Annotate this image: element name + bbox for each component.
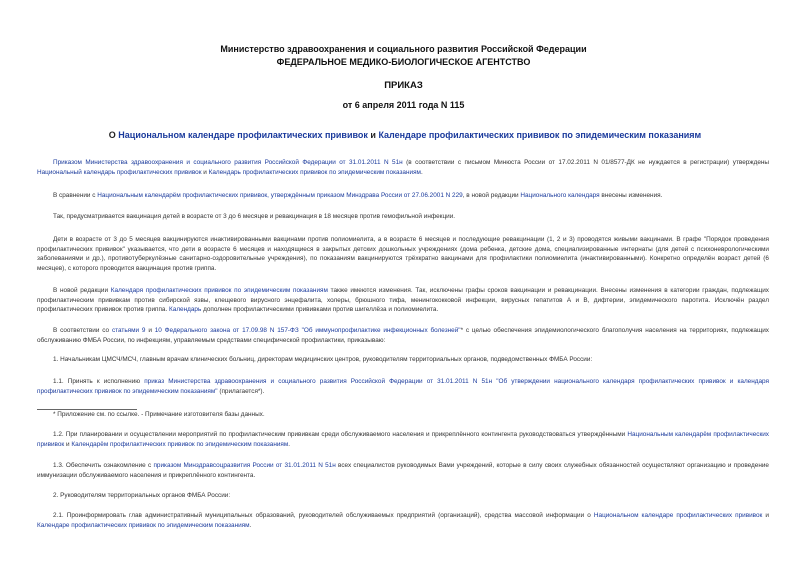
text: всех специалистов руководимых Вами учреждений, которые в силу своих служебных обязанностей осуществляют организацию и проведение иммунизации обслуживаемого населения и прикреплённого контингента.: [37, 462, 769, 479]
paragraph-9: [37, 430, 769, 449]
text: .: [288, 440, 291, 448]
text: (прилагается*).: [217, 387, 265, 395]
link-national-calendar-2[interactable]: Национальным календарём профилактических прививок: [37, 431, 769, 448]
text: 1.3. Обеспечить ознакомление с: [53, 462, 154, 469]
link-national-calendar-3[interactable]: Национальном календаре профилактических прививок: [593, 512, 763, 519]
agency-name: ФЕДЕРАЛЬНОЕ МЕДИКО-БИОЛОГИЧЕСКОЕ АГЕНТСТВО: [276, 57, 531, 67]
text: (в соответствии с письмом Минюста России от 17.02.2011 N 01/8577-ДК не нуждается в регистрации) утверждены: [402, 159, 769, 166]
paragraph-5: [37, 286, 769, 315]
link-epidemic-calendar-2[interactable]: Календаря профилактических прививок по эпидемическим показаниям: [110, 287, 328, 294]
paragraph-7: [37, 355, 769, 365]
text: 2. Руководителям территориальных органов ФМБА России:: [53, 492, 231, 499]
text: внесены изменения.: [599, 192, 663, 199]
title-prefix: О: [108, 130, 119, 140]
text: Дети в возрасте от 3 до 5 месяцев вакцинируются инактивированными вакцинами против полиомиелита, а в возрасте 6 месяцев и последующие ревакцинации (1, 2 и 3) проводятся живыми вакцинами. В графе "Порядок проведения профилактических прививок" указывается, что дети в возрасте 6 месяцев и находящиеся в закрытых детских дошкольных учреждениях (дома ребенка, детские дома, специализированные интернаты (для детей с психоневрологическими заболеваниями и др.), противотуберкулёзные санитарно-оздоровительные учреждения), по показаниям вакцинируются трёхкратно вакцинами для профилактики полиомиелита (инактивированными). Конкретно определён возраст детей (6 месяцев), с которого проводится вакцинация против гриппа.: [37, 236, 769, 272]
paragraph-4: [37, 235, 769, 273]
link-national-calendar[interactable]: Национальный календарь профилактических прививок: [37, 168, 202, 176]
text: .: [249, 521, 252, 529]
text: и: [145, 327, 155, 334]
text: 1.1. Принять к исполнению: [53, 378, 145, 385]
title-link-epidemic-calendar[interactable]: Календаре профилактических прививок по эпидемическим показаниям: [378, 130, 702, 140]
link-order-51n[interactable]: Приказом Министерства здравоохранения и социального развития Российской Федерации от 31.01.2011 N 51н: [53, 159, 403, 166]
text: , в новой редакции: [462, 192, 521, 199]
link-order-51n-full[interactable]: приказ Министерства здравоохранения и социального развития Российской Федерации от 31.01.2011 N 51н "Об утверждении национального календаря профилактических прививок и календаря профилактических прививок по эпидемическим показаниям": [37, 378, 769, 395]
link-order-229[interactable]: Национальным календарём профилактических прививок, утверждённым приказом Минздрава России от 27.06.2001 N 229: [97, 192, 463, 199]
link-national-calendar-short[interactable]: Национального календаря: [520, 192, 600, 199]
text: также имеются изменения. Так, исключены графы сроков вакцинации и ревакцинации. Внесены изменения в категории граждан, подлежащих профилактическим прививкам против сибирской язвы, клещевого вирусного энцефалита, холеры, брюшного тифа, менингококковой инфекции, вирусных гепатитов А и В, дифтерии, эпидемического паротита. Исключён раздел профилактических прививок против гриппа.: [37, 287, 769, 313]
paragraph-2: [37, 191, 769, 201]
doc-type: ПРИКАЗ: [384, 80, 423, 91]
doc-date-number: от 6 апреля 2011 года N 115: [342, 100, 465, 110]
text: и: [201, 168, 209, 176]
text: и: [762, 512, 769, 519]
text: 1. Начальникам ЦМСЧ/МСЧ, главным врачам клинических больниц, директорам медицинских центров, руководителям территориальных органов, подведомственных ФМБА России:: [53, 356, 593, 363]
link-order-minzdrav-51n[interactable]: приказом Минздравсоцразвития России от 31.01.2011 N 51н: [153, 462, 336, 469]
paragraph-1: [37, 158, 769, 177]
doc-title: [60, 130, 750, 140]
text: В новой редакции: [53, 287, 111, 294]
link-article-9[interactable]: статьями 9: [111, 327, 146, 334]
paragraph-8: [37, 377, 769, 396]
link-epidemic-calendar[interactable]: Календарь профилактических прививок по эпидемическим показаниям: [208, 168, 421, 176]
paragraph-10: [37, 461, 769, 480]
text: 2.1. Проинформировать глав административный муниципальных образований, руководителей обслуживаемых предприятий (организаций), средства массовой информации о: [53, 512, 594, 519]
text: В соответствии со: [53, 327, 112, 334]
text: * с целью обеспечения эпидемиологического благополучия населения на территориях, подлежащих обслуживанию ФМБА России, по инфекциям, управляемым средствами специфической профилактики, приказываю:: [37, 327, 769, 344]
title-mid: и: [367, 130, 379, 140]
link-epidemic-calendar-3[interactable]: Календарём профилактических прививок по эпидемическим показаниям: [71, 440, 289, 448]
link-federal-law-157[interactable]: 10 Федерального закона от 17.09.98 N 157-ФЗ "Об иммунопрофилактике инфекционных болезней": [154, 327, 461, 334]
text: В сравнении с: [53, 192, 98, 199]
text: Так, предусматривается вакцинация детей в возрасте от 3 до 6 месяцев и ревакцинация в 18 месяцев против гемофильной инфекции.: [53, 213, 456, 220]
paragraph-11: [37, 491, 769, 501]
link-calendar[interactable]: Календарь: [169, 306, 202, 313]
paragraph-3: [37, 212, 769, 222]
title-link-national-calendar[interactable]: Национальном календаре профилактических прививок: [118, 130, 368, 140]
text: 1.2. При планировании и осуществлении мероприятий по профилактическим прививкам среди обслуживаемого населения и прикреплённого контингента руководствоваться утверждёнными: [53, 431, 628, 438]
text: .: [420, 168, 423, 176]
paragraph-12: [37, 511, 769, 530]
paragraph-6: [37, 326, 769, 345]
text: * Приложение см. по ссылке. - Примечание изготовителя базы данных.: [53, 411, 265, 418]
link-epidemic-calendar-4[interactable]: Календаре профилактических прививок по эпидемическим показаниям: [37, 521, 250, 529]
ministry-name: Министерство здравоохранения и социального развития Российской Федерации: [220, 44, 587, 54]
text: дополнен профилактическими прививками против шигеллёза и полиомиелита.: [201, 306, 439, 313]
footnote: [37, 410, 769, 420]
text: и: [64, 440, 72, 448]
